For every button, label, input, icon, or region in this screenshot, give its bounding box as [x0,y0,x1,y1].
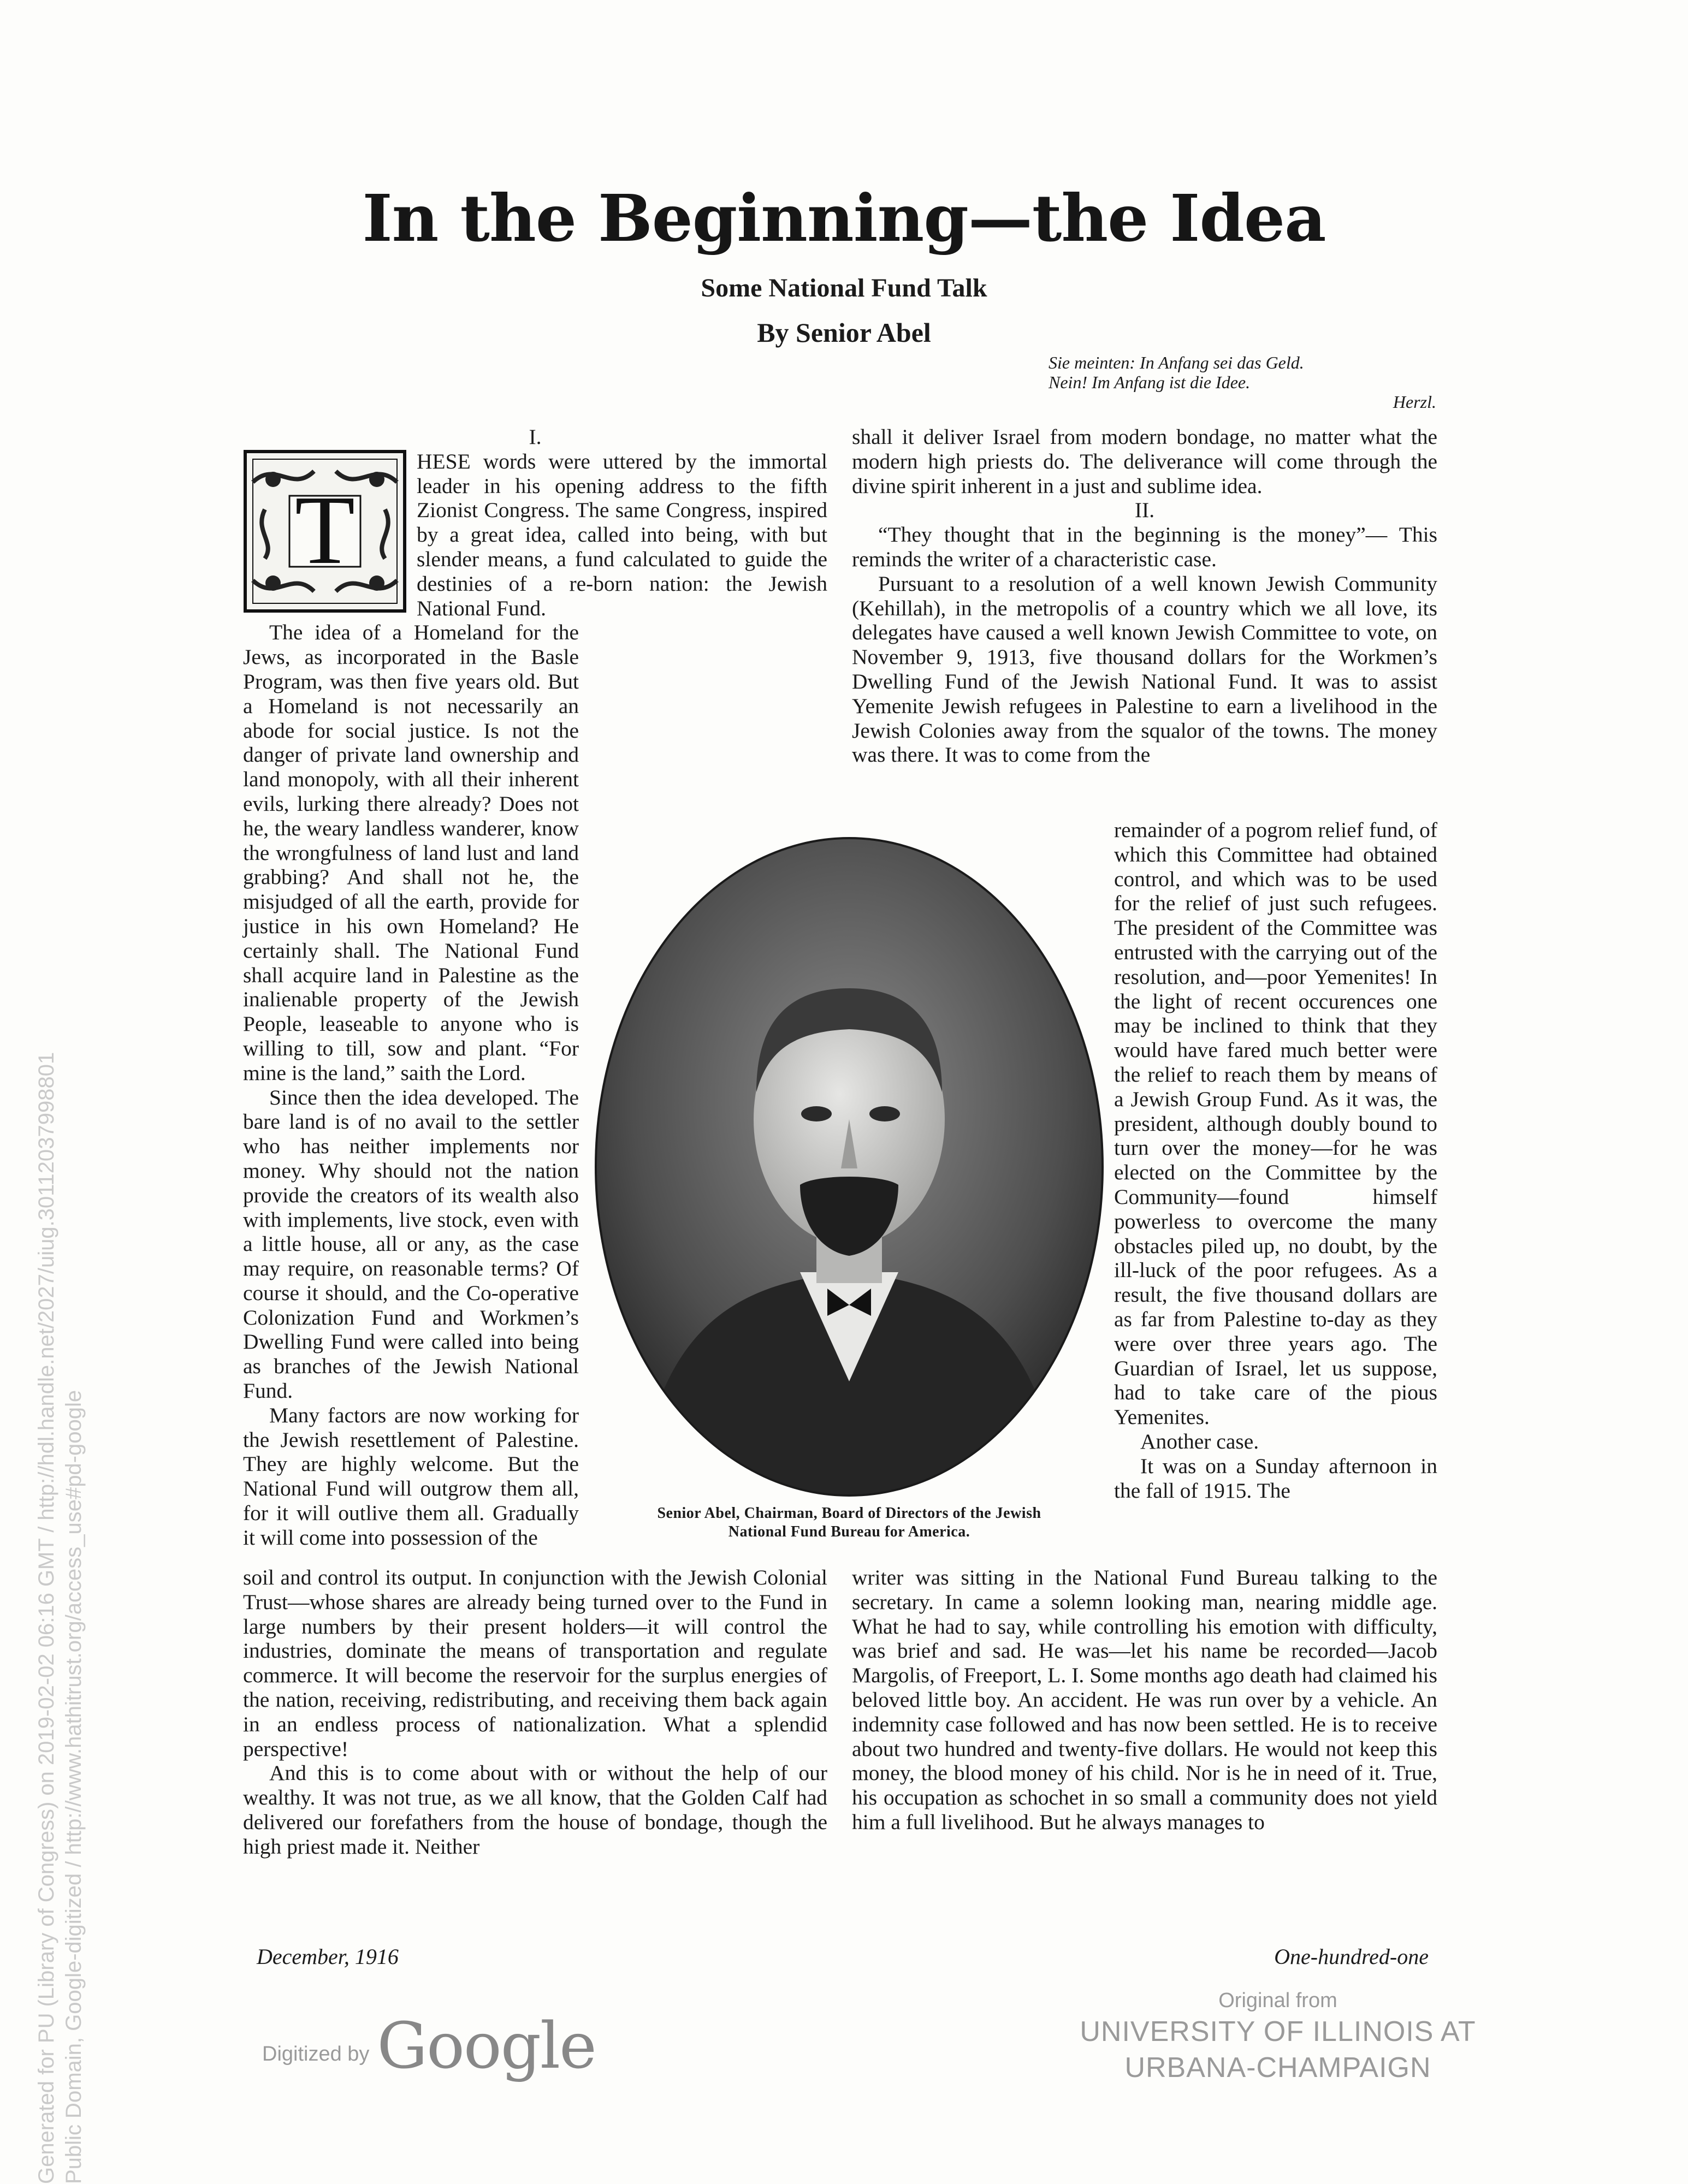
article-title: In the Beginning—the Idea [362,180,1326,256]
digitized-by [262,2009,596,2083]
paragraph: The idea of a Homeland for the Jews, as incorporated in the Basle Program, was then five years old. But a Homeland is not necessarily an abode for social justice. Is not the danger of private land ownership and land monopoly, with all their inherent evils, lurking there already? Does not he, the weary landless wanderer, know the wrongfulness of land lust and land grabbing? And shall not he, the misjudged of all the earth, provide for justice in his own Homeland? He certainly shall. The National Fund shall acquire land in Palestine as the inalienable property of the Jewish People, leaseable to anyone who is willing to till, sow and plant. “For mine is the land,” saith the Lord. [243,620,579,1085]
google-logo: Google [377,2009,596,2083]
epigraph-line: Nein! Im Anfang ist die Idee. [1049,372,1251,392]
paragraph: Many factors are now working for the Jewish resettlement of Palestine. They are highly welcome. But the National Fund will outgrow them all, for it will outlive them all. Gradually it will come into possession of the [243,1403,579,1550]
paragraph: writer was sitting in the National Fund Bureau talking to the secretary. In came a solemn looking man, nearing middle age. What he had to say, while controlling his emotion with difficulty, was brief and sad. He was—let his name be recorded—Jacob Margolis, of Freeport, L. I. Some months ago death had claimed his beloved little boy. An accident. He was run over by a vehicle. An indemnity case followed and has now been settled. He is to receive about two hundred and twenty-five dollars. He would not keep this money, the blood money of his child. Nor is he in need of it. True, his occupation as schochet in so small a community does not yield him a full livelihood. But he always manages to [852,1565,1437,1834]
original-institution: URBANA-CHAMPAIGN [1124,2052,1431,2084]
article-subtitle: Some National Fund Talk [701,274,987,302]
portrait-photo [593,835,1106,1499]
watermark-line: Public Domain, Google-digitized / http://www.hathitrust.org/access_use#pd-google [62,1390,86,2184]
section-heading: II. [1134,498,1155,523]
section-heading: I. [529,425,542,449]
paragraph: Another case. [1140,1429,1259,1453]
access-watermark [33,546,87,2184]
caption-line: National Fund Bureau for America. [728,1523,970,1540]
paragraph: “They thought that in the beginning is the money”— This reminds the writer of a characteristic case. [852,523,1437,571]
original-source [1070,1987,1485,2086]
page-number: One-hundred-one [1274,1944,1429,1969]
column-right-mid [1114,818,1437,1503]
drop-cap-ornament-icon [243,449,407,613]
column-right-top [852,425,1437,767]
digitized-label: Digitized by [262,2043,370,2066]
paragraph: And this is to come about with or without the help of our wealthy. It was not true, as we all know, that the Golden Calf had delivered our forefathers from the house of bondage, though the high priest made it. Neither [243,1761,827,1859]
epigraph [1049,353,1436,412]
original-institution: UNIVERSITY OF ILLINOIS AT [1080,2016,1476,2048]
paragraph: HESE words were uttered by the immortal leader in his opening address to the fifth Zionist Congress. The same Congress, inspired by a great idea, called into being, with but slender means, a fund calculated to guide the destinies of a re-born nation: the Jewish National Fund. [417,449,827,620]
paragraph: Pursuant to a resolution of a well known Jewish Community (Kehillah), in the metropolis of a country which we all love, its delegates have caused a well known Jewish Committee to vote, on November 9, 1913, five thousand dollars for the Workmen’s Dwelling Fund of the Jewish National Fund. It was to assist Yemenite Jewish refugees in Palestine to earn a livelihood in the Jewish Colonies away from the squalor of the towns. The money was there. It was to come from the [852,571,1437,767]
original-label: Original from [1218,1989,1337,2012]
paragraph: soil and control its output. In conjunction with the Jewish Colonial Trust—whose shares are already being turned over to the Fund in large numbers by their present holders—it will control the industries, dominate the means of transportation and regulate commerce. It will become the reservoir for the surplus energies of the nation, receiving, redistributing, and receiving them back again in an endless process of nationalization. What a splendid perspective! [243,1565,827,1761]
column-right-bottom [852,1565,1437,1835]
column-left-bottom [243,1565,827,1859]
paragraph: It was on a Sunday afternoon in the fall of 1915. The [1114,1453,1437,1503]
caption-line: Senior Abel, Chairman, Board of Directors of the Jewish [657,1505,1041,1522]
paragraph: shall it deliver Israel from modern bondage, no matter what the modern high priests do. The deliverance will come through the divine spirit inherent in a just and sublime idea. [852,425,1437,498]
byline: By Senior Abel [757,317,931,348]
drop-cap [243,449,407,613]
paragraph: remainder of a pogrom relief fund, of which this Committee had obtained control, and which was to be used for the relief of just such refugees. The president of the Committee was entrusted with the carrying out of the resolution, and—poor Yemenites! In the light of recent occurences one may be inclined to think that they would have fared much better were the relief to reach them by means of a Jewish Group Fund. As it was, the president, although doubly bound to turn over the money—for he was elected on the Committee by the Community—found himself powerless to overcome the many obstacles piled up, no doubt, by the ill-luck of the poor refugees. As a result, the five thousand dollars are as far from Palestine to-day as they were over three years ago. The Guardian of Israel, let us suppose, had to take care of the pious Yemenites. [1114,818,1437,1429]
epigraph-line: Sie meinten: In Anfang sei das Geld. [1049,353,1304,372]
paragraph: Since then the idea developed. The bare land is of no avail to the settler who has neither implements nor money. Why should not the nation provide the creators of its wealth also with implements, live stock, even with a little house, all or any, as the case may require, on reasonable terms? Of course it should, and the Co-operative Colonization Fund and Workmen’s Dwelling Fund were called into being as branches of the Jewish National Fund. [243,1085,579,1403]
watermark-line: Generated for PU (Library of Congress) on 2019-02-02 06:16 GMT / http://hdl.handle.net/2027/uiug.30112037998801 [34,1052,58,2184]
photo-caption [593,1504,1106,1541]
drop-cap-letter: T [295,475,355,584]
footer-date: December, 1916 [257,1944,399,1969]
epigraph-attribution: Herzl. [1393,392,1436,412]
